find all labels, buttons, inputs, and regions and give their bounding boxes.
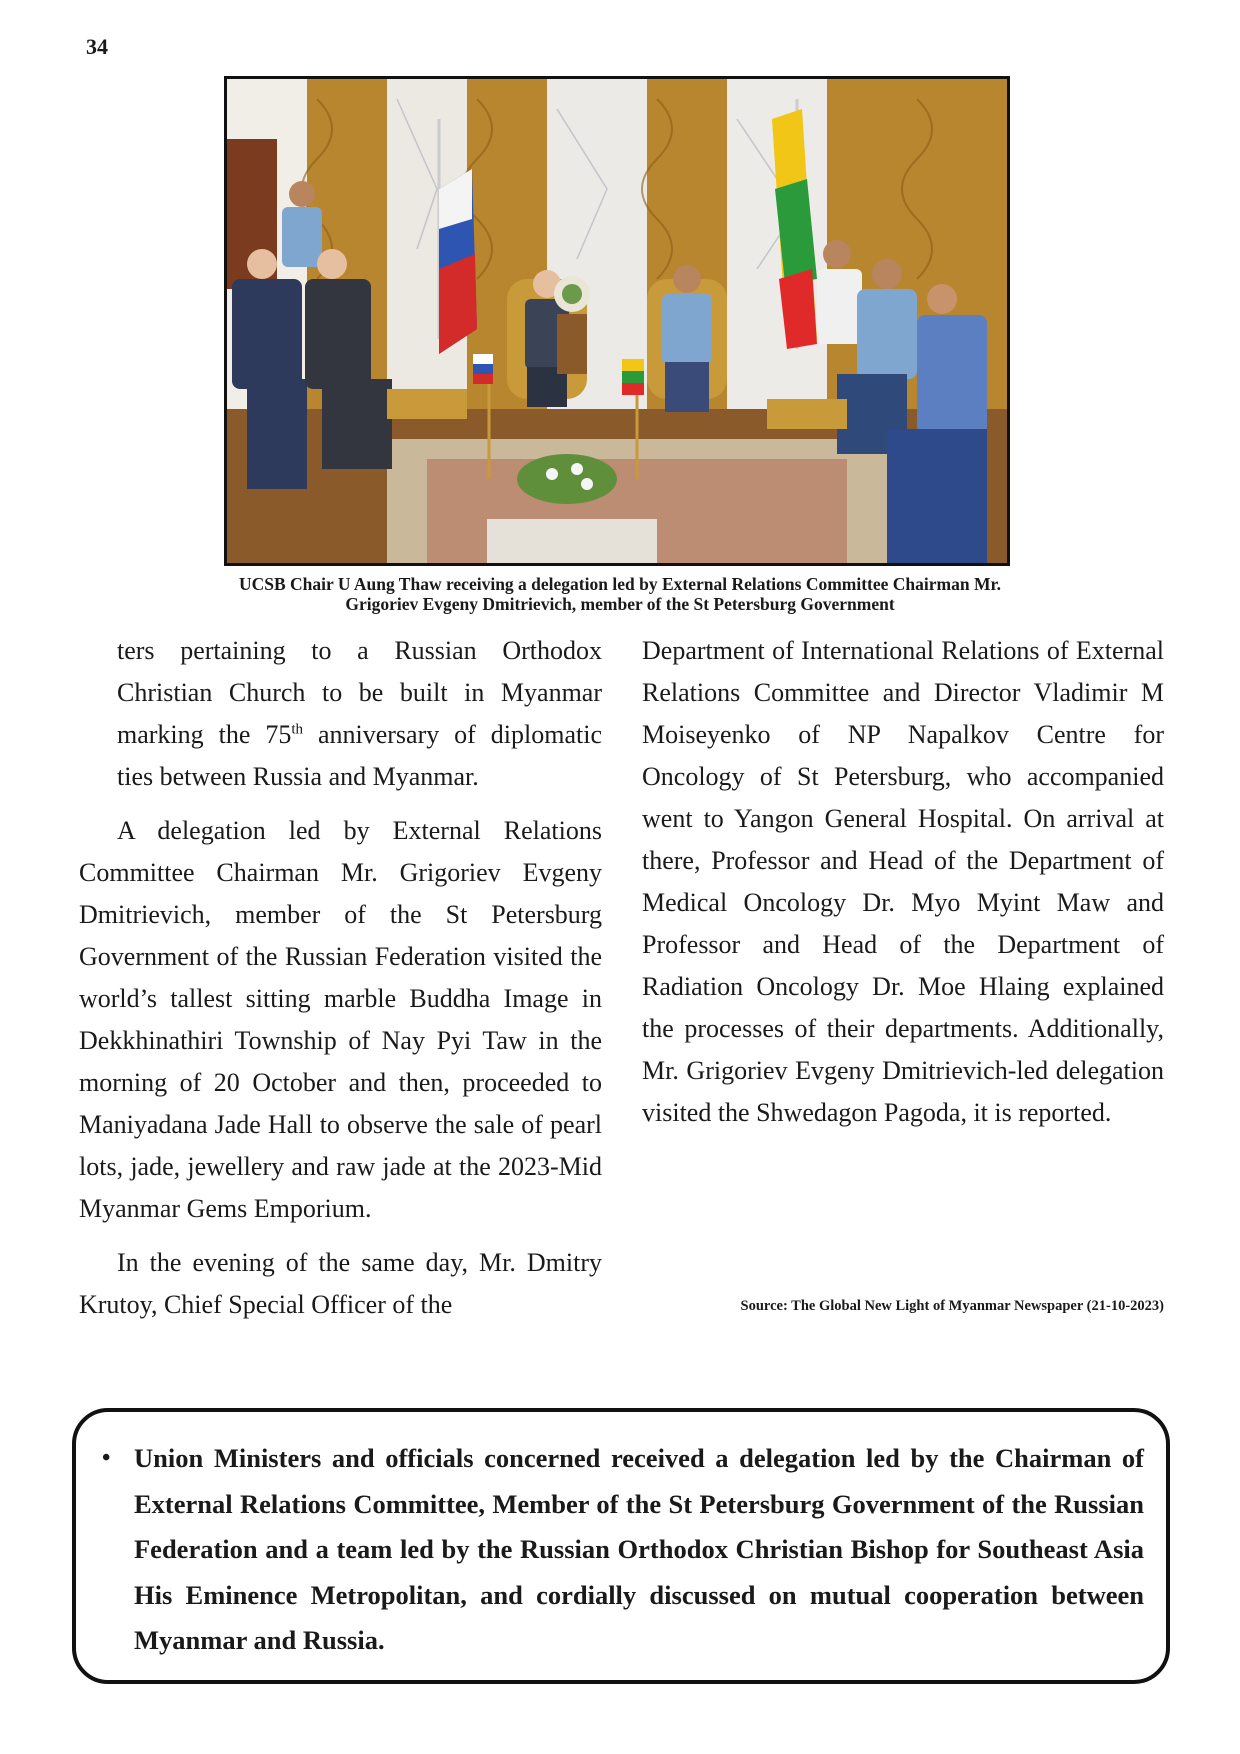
meeting-photo-illustration — [227, 79, 1007, 563]
source-citation: Source: The Global New Light of Myanmar Newspaper (21-10-2023) — [740, 1298, 1164, 1314]
page-number: 34 — [86, 34, 108, 59]
highlight-box — [72, 1408, 1170, 1684]
photo-caption — [140, 574, 1100, 614]
bullet-dot-icon: • — [102, 1445, 111, 1471]
left-column — [79, 630, 602, 1338]
paragraph-evening: In the evening of the same day, Mr. Dmitry Krutoy, Chief Special Officer of the — [79, 1248, 602, 1319]
highlight-list — [94, 1436, 1144, 1664]
right-column — [642, 630, 1164, 1146]
paragraph-continued — [79, 630, 602, 798]
meeting-photo — [224, 76, 1010, 566]
highlight-item — [94, 1436, 1144, 1664]
caption-line-1: UCSB Chair U Aung Thaw receiving a delegation led by External Relations Committee Chairman Mr. — [238, 574, 1002, 594]
ordinal-superscript: th — [291, 721, 303, 738]
paragraph-text: anniversary of diplomatic ties between Russia and Myanmar. — [117, 720, 602, 791]
caption-line-2: Grigoriev Evgeny Dmitrievich, member of the St Petersburg Government — [345, 594, 895, 614]
paragraph-text: ters pertaining to a Russian Orthodox Christian Church to be built in Myanmar marking the 75 — [117, 636, 602, 749]
paragraph-delegation: A delegation led by External Relations Committee Chairman Mr. Grigoriev Evgeny Dmitrievich, member of the St Petersburg Government of the Russian Federation visited the world’s tallest sitting marble Buddha Image in Dekkhinathiri Township of Nay Pyi Taw in the morning of 20 October and then, proceeded to Maniyadana Jade Hall to observe the sale of pearl lots, jade, jewellery and raw jade at the 2023-Mid Myanmar Gems Emporium. — [79, 816, 602, 1223]
paragraph-hospital-visit: Department of International Relations of External Relations Committee and Director Vladimir M Moiseyenko of NP Napalkov Centre for Oncology of St Petersburg, who accompanied went to Yangon General Hospital. On arrival at there, Professor and Head of the Department of Medical Oncology Dr. Myo Myint Maw and Professor and Head of the Department of Radiation Oncology Dr. Moe Hlaing explained the processes of their departments. Additionally, Mr. Grigoriev Evgeny Dmitrievich-led delegation visited the Shwedagon Pagoda, it is reported. — [642, 636, 1164, 1127]
highlight-text: Union Ministers and officials concerned received a delegation led by the Chairman of External Relations Committee, Member of the St Petersburg Government of the Russian Federation and a team led by the Russian Orthodox Christian Bishop for Southeast Asia His Eminence Metropolitan, and cordially discussed on mutual cooperation between Myanmar and Russia. — [134, 1443, 1144, 1655]
